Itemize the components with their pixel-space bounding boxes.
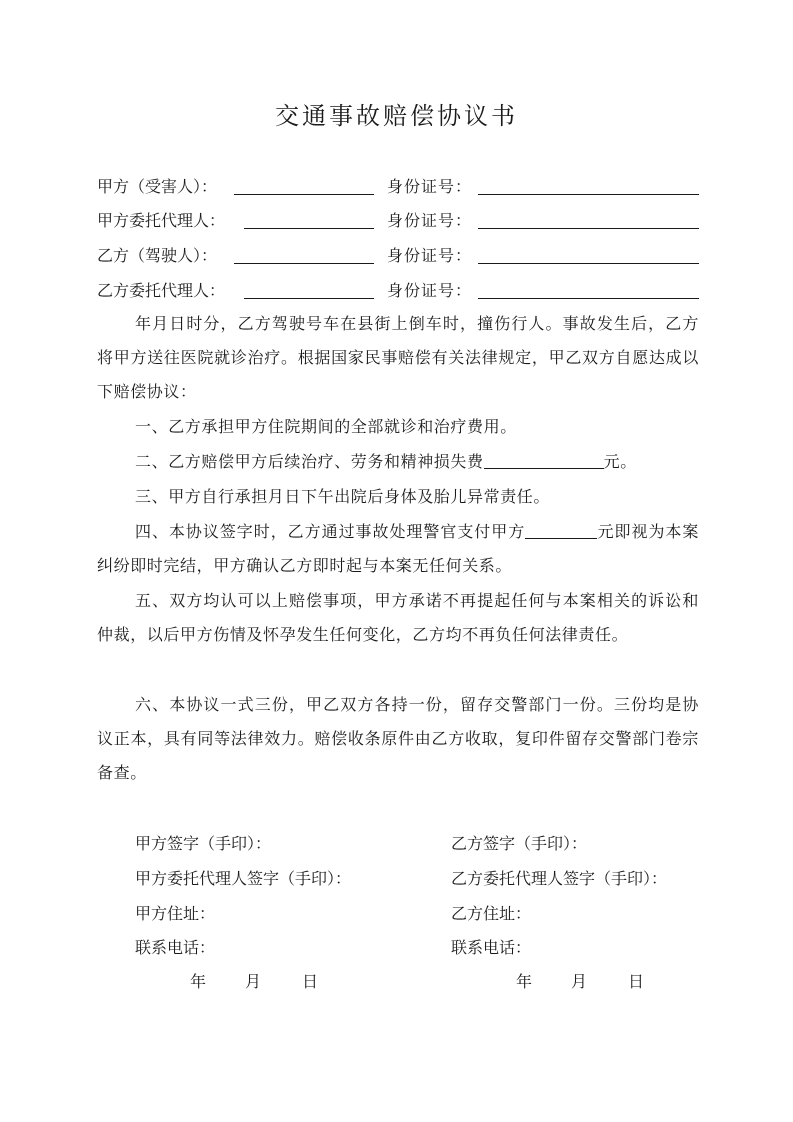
sig-yi: 乙方签字（手印）： (451, 834, 588, 853)
date-day-right: 日 (628, 972, 645, 991)
party-name-line (234, 174, 374, 195)
sig-yi-agent: 乙方委托代理人签字（手印）： (451, 869, 668, 888)
id-number-line (478, 243, 699, 264)
id-number-line (478, 278, 699, 299)
clause-6: 六、本协议一式三份，甲乙双方各持一份，留存交警部门一份。三份均是协议正本，具有同等法律效力。赔偿收条原件由乙方收取，复印件留存交警部门卷宗备查。 (97, 695, 699, 782)
address-yi: 乙方住址： (451, 904, 532, 923)
clause-3: 三、甲方自行承担月日下午出院后身体及胎儿异常责任。 (135, 487, 551, 506)
amount-blank (525, 518, 597, 539)
party-row-yi: 乙方（驾驶人）： (97, 246, 218, 265)
clause-2 (97, 445, 699, 479)
party-row-jia-agent: 甲方委托代理人： (97, 211, 226, 230)
document-title: 交通事故赔偿协议书 (275, 102, 518, 130)
date-day-left: 日 (302, 972, 319, 991)
phone-yi: 联系电话： (451, 938, 532, 957)
party-name-line (244, 208, 374, 229)
party-row-jia: 甲方（受害人）： (97, 177, 218, 196)
amount-blank (484, 448, 604, 469)
intro-paragraph: 年月日时分，乙方驾驶号车在县街上倒车时，撞伤行人。事故发生后，乙方将甲方送往医院就诊治疗。根据国家民事赔偿有关法律规定，甲乙双方自愿达成以下赔偿协议： (97, 314, 699, 401)
id-label: 身份证号： (387, 246, 473, 265)
date-year-right: 年 (516, 972, 533, 991)
clause-4 (97, 515, 699, 583)
date-month-right: 月 (571, 972, 588, 991)
date-year-left: 年 (190, 972, 207, 991)
party-name-line (234, 243, 374, 264)
id-label: 身份证号： (387, 177, 473, 196)
clause-2-unit: 元。 (603, 452, 637, 471)
phone-jia: 联系电话： (135, 938, 216, 957)
date-month-left: 月 (245, 972, 262, 991)
sig-jia-agent: 甲方委托代理人签字（手印）： (135, 869, 352, 888)
clause-1: 一、乙方承担甲方住院期间的全部就诊和治疗费用。 (135, 417, 517, 436)
clause-4-rest: 元即视为本案纠纷即时完结，甲方确认乙方即时起与本案无任何关系。 (97, 522, 699, 575)
clause-2-text: 二、乙方赔偿甲方后续治疗、劳务和精神损失费 (135, 452, 484, 471)
id-label: 身份证号： (387, 281, 473, 300)
party-row-yi-agent: 乙方委托代理人： (97, 281, 226, 300)
clause-5: 五、双方均认可以上赔偿事项，甲方承诺不再提起任何与本案相关的诉讼和仲裁，以后甲方伤情及怀孕发生任何变化，乙方均不再负任何法律责任。 (97, 591, 699, 644)
id-number-line (478, 174, 699, 195)
sig-jia: 甲方签字（手印）： (135, 834, 272, 853)
id-number-line (478, 208, 699, 229)
address-jia: 甲方住址： (135, 904, 216, 923)
id-label: 身份证号： (387, 211, 473, 230)
party-name-line (244, 278, 374, 299)
clause-4-text: 四、本协议签字时，乙方通过事故处理警官支付甲方 (135, 522, 526, 541)
